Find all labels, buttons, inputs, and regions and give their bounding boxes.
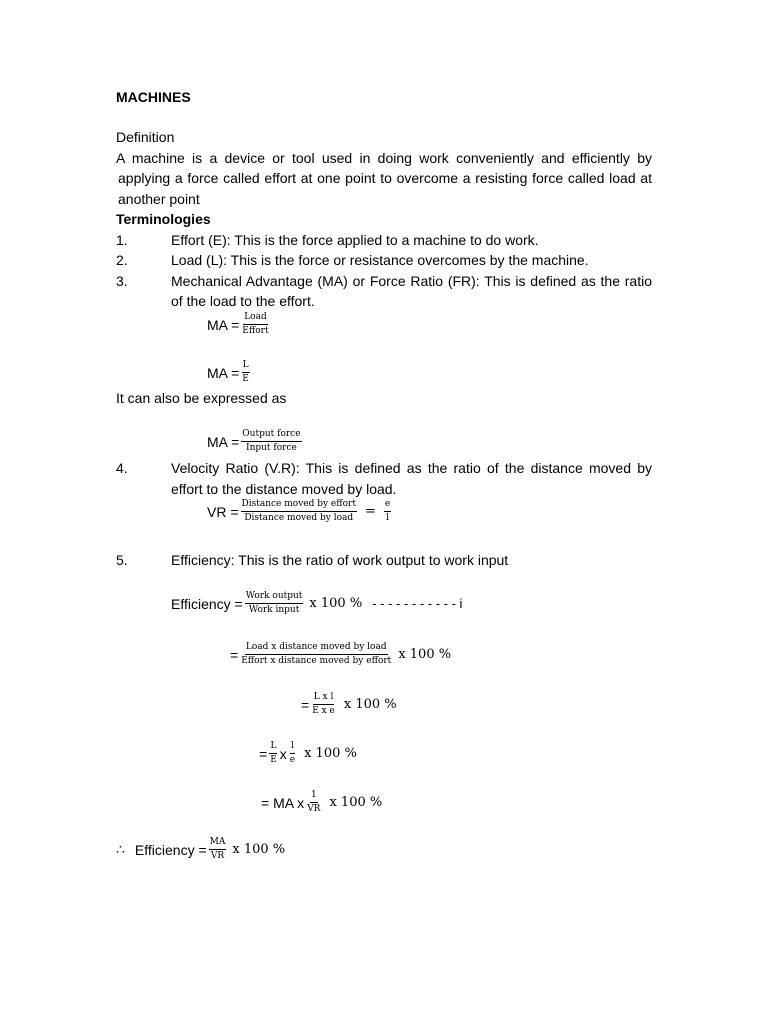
eff-final-rhs: x 100 %	[232, 842, 286, 857]
vr-eq-numerator: Distance moved by effort	[241, 499, 357, 512]
ma-eq3-denominator: Input force	[246, 443, 297, 453]
eff-eq5-denominator: VR	[307, 804, 321, 814]
item-number-2: 2.	[116, 252, 128, 268]
ma-eq3-numerator: Output force	[241, 429, 301, 442]
eff-eq5-numerator: 1	[310, 790, 318, 803]
vr-eq-denominator-2: l	[386, 513, 389, 523]
ma-eq2-numerator: L	[242, 360, 250, 373]
item-number-5: 5.	[116, 552, 128, 568]
eff-eq4-rhs: x 100 %	[304, 746, 357, 761]
efficiency-equation-3	[301, 692, 397, 717]
eff-eq2-numerator: Load x distance moved by load	[245, 642, 388, 655]
eff-eq3-numerator: L x l	[313, 692, 335, 705]
ma-equation-1	[207, 312, 272, 337]
vr-eq-numerator-2: e	[384, 499, 391, 512]
eff-eq1-rhs: x 100 %	[309, 596, 363, 611]
efficiency-final-equation	[116, 837, 285, 862]
ma-eq1-fraction	[241, 312, 269, 337]
item-text-4-line-1: Velocity Ratio (V.R): This is defined as the ratio of the distance moved by	[171, 460, 652, 476]
ma-equation-3	[207, 429, 304, 454]
eff-eq4-fraction-1	[269, 741, 278, 766]
eff-eq4-fraction-2	[289, 741, 296, 766]
vr-eq-equals: =	[364, 504, 376, 519]
eff-eq3-lhs: =	[301, 696, 310, 713]
eff-eq5-fraction	[306, 790, 321, 815]
item-text-2: Load (L): This is the force or resistance overcomes by the machine.	[171, 252, 589, 268]
ma-eq3-fraction	[241, 429, 301, 454]
also-expressed-text: It can also be expressed as	[116, 390, 287, 406]
item-text-1: Effort (E): This is the force applied to a machine to do work.	[171, 232, 539, 248]
item-text-3-line-1: Mechanical Advantage (MA) or Force Ratio (FR): This is defined as the ratio	[171, 273, 652, 289]
ma-equation-2	[207, 360, 252, 385]
vr-eq-lhs: VR =	[207, 503, 239, 520]
eff-final-lhs: Efficiency =	[134, 841, 207, 858]
efficiency-equation-5	[261, 790, 382, 815]
definition-line-2: applying a force called effort at one point to overcome a resisting force called load at	[118, 170, 652, 186]
definition-line-3: another point	[118, 191, 200, 207]
eff-eq2-fraction	[240, 642, 392, 667]
item-text-4-line-2: effort to the distance moved by load.	[171, 481, 397, 497]
item-number-1: 1.	[116, 232, 128, 248]
vr-eq-denominator: Distance moved by load	[244, 513, 354, 523]
eff-eq1-numerator: Work output	[245, 591, 304, 604]
eff-final-denominator: VR	[210, 851, 225, 861]
eff-eq4-denominator-2: e	[289, 755, 296, 765]
eff-eq1-tail: - - - - - - - - - - - i	[372, 596, 463, 611]
efficiency-equation-4	[259, 741, 357, 766]
eff-eq2-lhs: =	[230, 646, 239, 663]
eff-eq1-denominator: Work input	[248, 605, 300, 615]
item-number-3: 3.	[116, 273, 128, 289]
eff-final-numerator: MA	[209, 837, 227, 850]
eff-eq4-numerator-1: L	[269, 741, 277, 754]
eff-eq4-denominator-1: E	[270, 755, 277, 765]
eff-eq1-fraction	[245, 591, 304, 616]
vr-equation	[207, 499, 393, 524]
item-text-3-line-2: of the load to the effort.	[171, 293, 315, 309]
eff-eq4-mid: x	[279, 745, 287, 762]
eff-final-fraction	[209, 837, 227, 862]
item-number-4: 4.	[116, 460, 128, 476]
document-title: MACHINES	[116, 89, 191, 105]
eff-eq4-lhs: =	[259, 745, 268, 762]
definition-line-1: A machine is a device or tool used in doing work conveniently and efficiently by	[116, 150, 652, 166]
eff-eq5-rhs: x 100 %	[329, 795, 383, 810]
eff-eq2-denominator: Effort x distance moved by effort	[241, 656, 392, 666]
eff-eq3-denominator: E x e	[312, 706, 335, 716]
ma-eq2-denominator: E	[242, 374, 249, 384]
ma-eq1-numerator: Load	[243, 312, 268, 325]
eff-eq5-lhs: = MA x	[261, 794, 305, 811]
therefore-symbol: ∴	[116, 841, 125, 857]
eff-eq3-rhs: x 100 %	[343, 697, 397, 712]
terminologies-heading: Terminologies	[116, 211, 211, 227]
eff-eq2-rhs: x 100 %	[398, 647, 452, 662]
ma-eq2-fraction	[241, 360, 250, 385]
item-text-5: Efficiency: This is the ratio of work output to work input	[171, 552, 509, 568]
definition-heading: Definition	[116, 129, 175, 145]
vr-eq-fraction-2	[384, 499, 391, 524]
ma-eq2-lhs: MA =	[207, 364, 240, 381]
efficiency-equation-2	[230, 642, 451, 667]
ma-eq3-lhs: MA =	[207, 433, 240, 450]
eff-eq3-fraction	[311, 692, 336, 717]
ma-eq1-denominator: Effort	[242, 326, 269, 336]
eff-eq1-lhs: Efficiency =	[171, 595, 243, 612]
efficiency-equation-1	[171, 591, 462, 616]
vr-eq-fraction	[241, 499, 357, 524]
ma-eq1-lhs: MA =	[207, 316, 240, 333]
eff-eq4-numerator-2: l	[290, 741, 295, 754]
